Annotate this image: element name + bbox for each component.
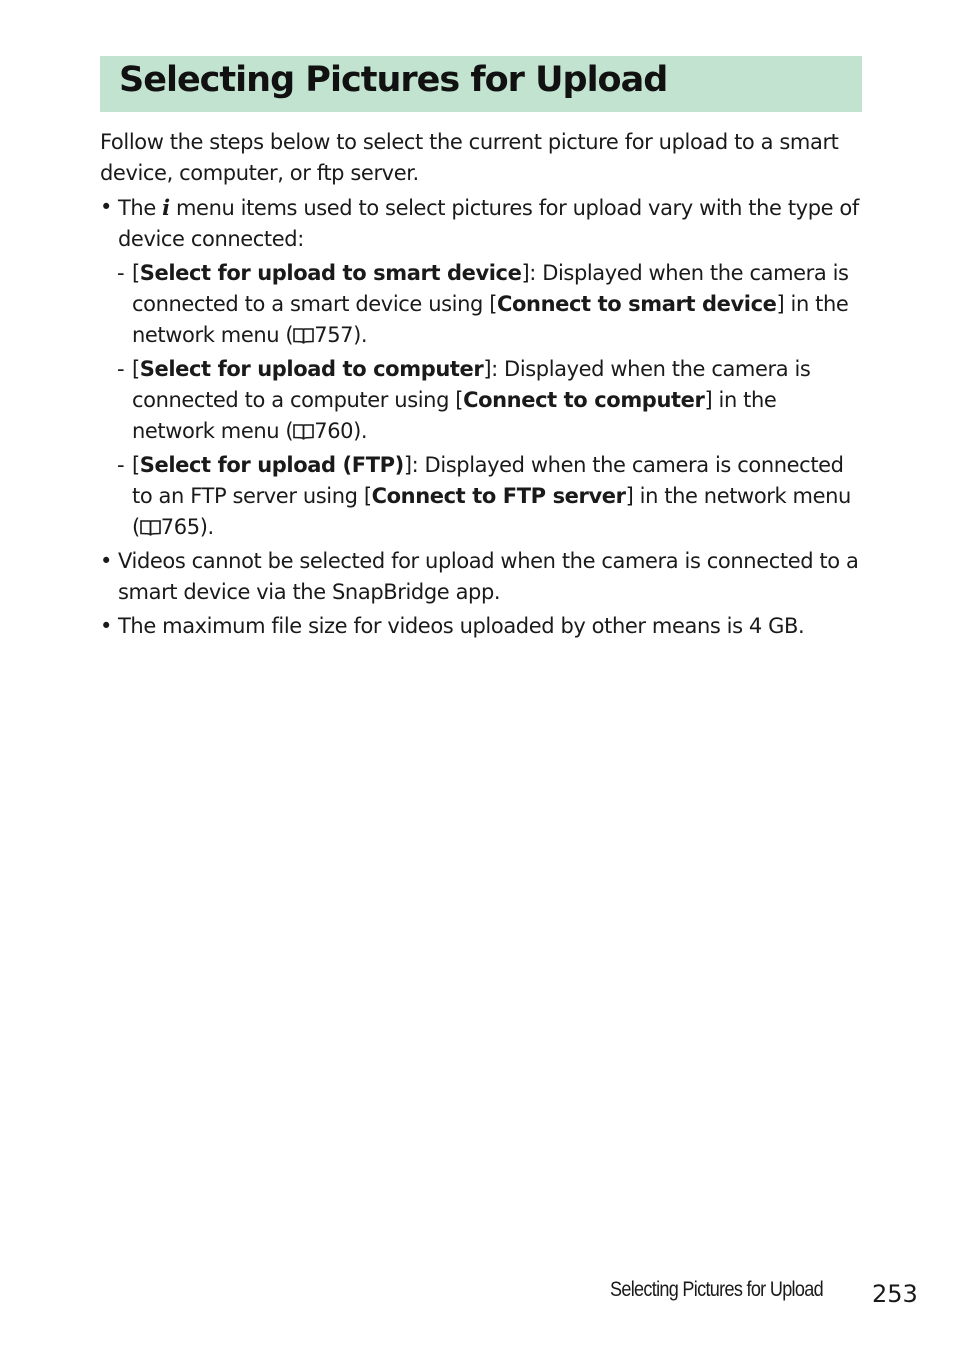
main-content bbox=[100, 127, 862, 642]
bullet-item bbox=[100, 546, 862, 608]
bullet-mark: • bbox=[100, 614, 112, 638]
sub-item-text: ). bbox=[353, 419, 368, 443]
sub-item-text: ]: Displayed when the camera is connected to an FTP server using [ bbox=[132, 453, 844, 508]
page-reference[interactable]: 757 bbox=[314, 323, 354, 347]
sub-item-smart-device: - [Select for upload to smart device]: Displayed when the camera is connected to a smart device using [Connect to smart device] in the network menu ( 757). bbox=[100, 258, 862, 351]
sub-item-text: ]: Displayed when the camera is connected to a computer using [ bbox=[132, 357, 811, 412]
sub-item-text: ]: Displayed when the camera is connected to a smart device using [ bbox=[132, 261, 849, 316]
bullet-mark: • bbox=[100, 549, 112, 573]
intro-paragraph: Follow the steps below to select the current picture for upload to a smart device, computer, or ftp server. bbox=[100, 130, 839, 185]
title-bar bbox=[100, 56, 862, 112]
sub-item-text: ] in the network menu ( bbox=[132, 484, 851, 539]
book-icon bbox=[293, 423, 314, 440]
bullet-text: Videos cannot be selected for upload when the camera is connected to a smart device via the SnapBridge app. bbox=[118, 549, 859, 604]
book-icon bbox=[140, 519, 161, 536]
connection-item-name: Connect to FTP server bbox=[371, 484, 626, 508]
sub-item-text: ] in the network menu ( bbox=[132, 292, 849, 347]
sub-item-text: ] in the network menu ( bbox=[132, 388, 777, 443]
book-icon bbox=[293, 327, 314, 344]
bullet-mark: • bbox=[100, 195, 112, 219]
dash-mark: - bbox=[117, 357, 125, 381]
menu-item-name: Select for upload to smart device bbox=[139, 261, 522, 285]
sub-item-text: ). bbox=[199, 515, 214, 539]
connection-item-name: Connect to smart device bbox=[497, 292, 777, 316]
i-menu-icon: i bbox=[162, 195, 170, 220]
menu-item-name: Select for upload to computer bbox=[139, 357, 484, 381]
sub-item-computer: - [Select for upload to computer]: Displayed when the camera is connected to a computer using [Connect to computer] in the network menu ( 760). bbox=[100, 354, 862, 447]
footer-section-title: Selecting Pictures for Upload bbox=[610, 1278, 823, 1301]
menu-item-name: Select for upload (FTP) bbox=[139, 453, 404, 477]
bullet-item bbox=[100, 611, 862, 642]
page-reference[interactable]: 765 bbox=[160, 515, 200, 539]
bullet-text-before: The bbox=[118, 196, 163, 220]
dash-mark: - bbox=[117, 453, 125, 477]
sub-item-ftp: - [Select for upload (FTP)]: Displayed when the camera is connected to an FTP server using [Connect to FTP server] in the network menu ( 765). bbox=[100, 450, 862, 543]
page-title: Selecting Pictures for Upload bbox=[119, 60, 668, 100]
connection-item-name: Connect to computer bbox=[463, 388, 705, 412]
bullet-text: The maximum file size for videos uploaded by other means is 4 GB. bbox=[118, 614, 805, 638]
page-number: 253 bbox=[872, 1280, 918, 1308]
page-reference[interactable]: 760 bbox=[314, 419, 354, 443]
bullet-item bbox=[100, 192, 862, 255]
sub-item-text: ). bbox=[353, 323, 368, 347]
bullet-text-after: menu items used to select pictures for upload vary with the type of device connected: bbox=[118, 196, 859, 251]
dash-mark: - bbox=[117, 261, 125, 285]
